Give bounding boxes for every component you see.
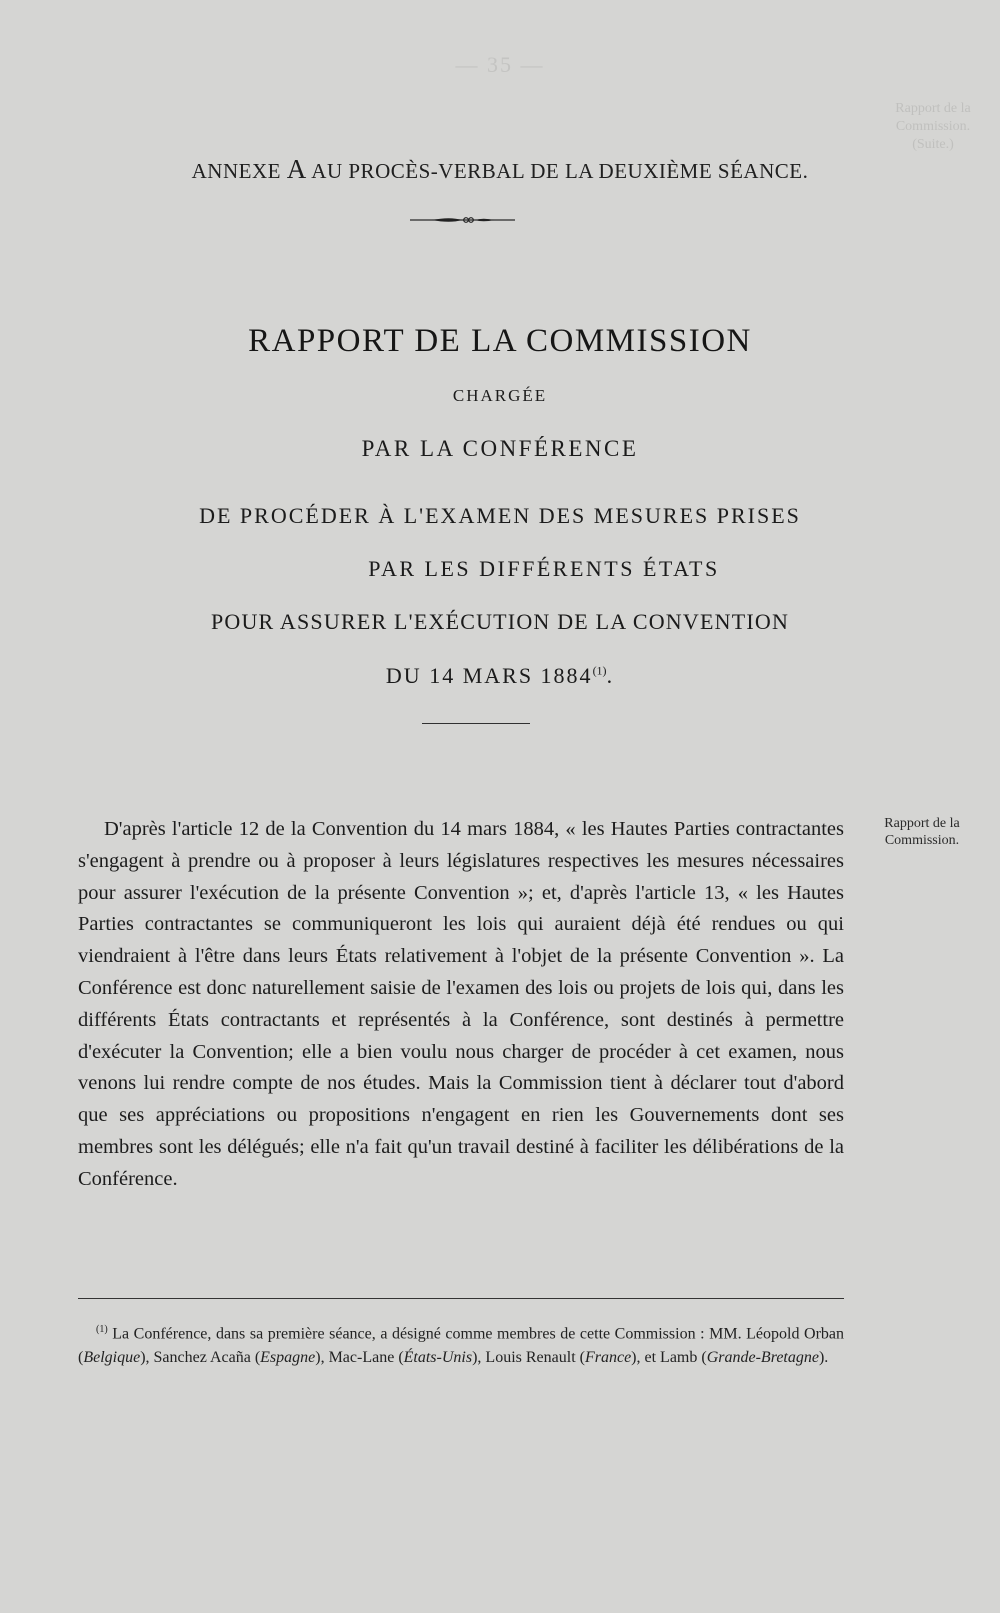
footnote-text: ), Mac-Lane (: [315, 1349, 404, 1367]
annexe-heading: [0, 154, 1000, 185]
subtitle-date: DU 14 MARS 1884: [385, 663, 593, 688]
footnote-country: France: [584, 1349, 632, 1367]
subtitle-line-1: CHARGÉE: [452, 386, 548, 405]
footnote-text: ), et Lamb (: [631, 1349, 707, 1367]
footnote-reference: (1): [592, 663, 607, 678]
subtitle-line-3: DE PROCÉDER À L'EXAMEN DES MESURES PRISES: [199, 503, 801, 528]
margin-note: Rapport de la Commission.: [884, 816, 960, 848]
title-rule: [422, 723, 530, 724]
footnote-country: Grande-Bretagne: [706, 1349, 819, 1367]
footnote-text: ), Louis Renault (: [472, 1349, 585, 1367]
annexe-rest: AU PROCÈS-VERBAL DE LA DEUXIÈME SÉANCE.: [311, 159, 809, 183]
bleed-through-margin-note: Rapport de la Commission. (Suite.): [895, 101, 971, 152]
subtitle-line-4: PAR LES DIFFÉRENTS ÉTATS: [368, 556, 720, 581]
footnote-rule: [78, 1298, 844, 1299]
footnote-text: ), Sanchez Acaña (: [140, 1349, 261, 1367]
subtitle-line-2: PAR LA CONFÉRENCE: [361, 436, 639, 461]
footnote-country: États-Unis: [403, 1349, 473, 1367]
body-paragraph: D'après l'article 12 de la Convention du 14 mars 1884, « les Hautes Parties contractantes s'engagent à prendre ou à proposer à leurs législatures respectives les mesures nécessaires pour assurer l'exécution de la présente Convention »; et, d'après l'article 13, « les Hautes Parties contractantes se communiqueront les lois qui auraient déjà été rendues ou qui viendraient à l'être dans leurs États relativement à l'objet de la présente Convention ». La Conférence est donc naturellement saisie de l'examen des lois ou projets de lois qui, dans les différents États contractants et représentés à la Conférence, sont destinés à permettre d'exécuter la Convention; elle a bien voulu nous charger de procéder à cet examen, nous venons lui rendre compte de nos études. Mais la Commission tient à déclarer tout d'abord que ses appréciations ou propositions n'engagent en rien les Gouvernements dont ses membres sont les délégués; elle n'a fait qu'un travail destiné à faciliter les délibérations de la Conférence.: [78, 818, 844, 1190]
footnote-text: ).: [818, 1349, 829, 1367]
footnote-country: Espagne: [260, 1349, 316, 1367]
page-number: — 35 —: [455, 52, 545, 77]
footnote-text: La Conférence, dans sa première séance, a désigné comme membres de cette Commission : MM. Léopold Orban (: [78, 1325, 845, 1367]
annexe-prefix: ANNEXE: [191, 159, 281, 183]
footnote: [78, 1318, 844, 1370]
report-title: RAPPORT DE LA COMMISSION: [248, 323, 752, 359]
subtitle-line-5: POUR ASSURER L'EXÉCUTION DE LA CONVENTION: [210, 609, 790, 634]
subtitle-period: .: [606, 663, 615, 688]
footnote-mark: (1): [96, 1324, 108, 1335]
ornament-divider: [410, 216, 515, 224]
footnote-country: Belgique: [83, 1349, 141, 1367]
annexe-letter: A: [286, 154, 307, 184]
subtitle-line-6: [0, 663, 1000, 689]
